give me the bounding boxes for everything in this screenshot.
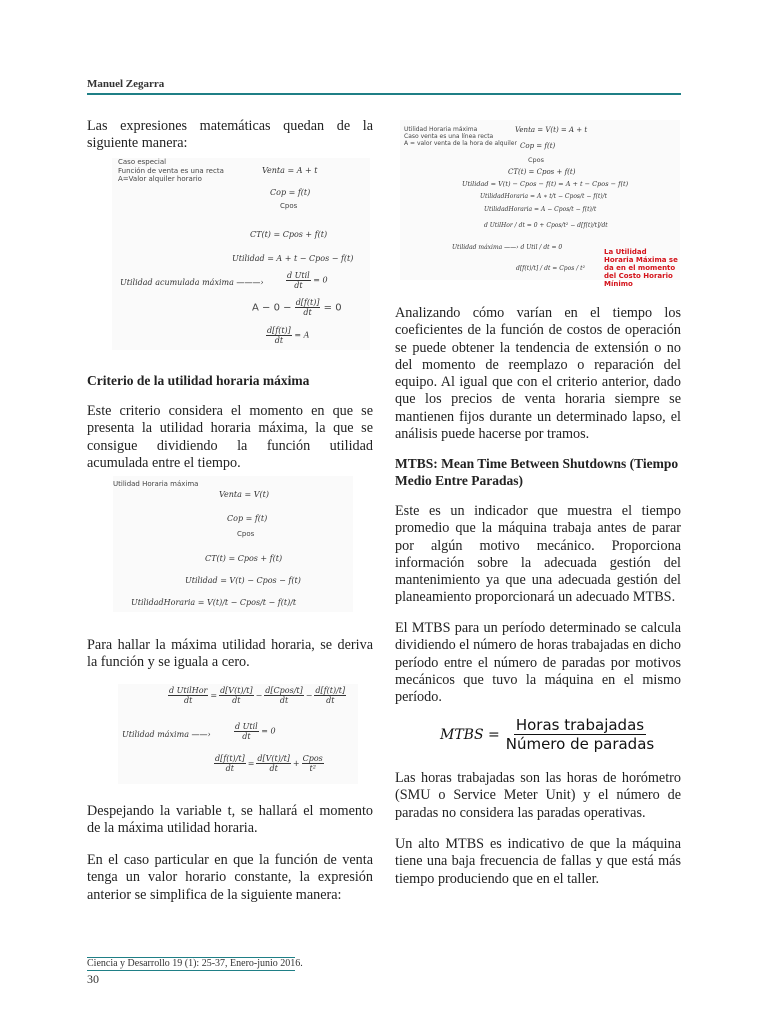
- eq1-umax-label: Utilidad acumulada máxima ———›: [120, 278, 264, 287]
- eq1-b-den: dt: [274, 336, 284, 345]
- paragraph-mtbs-calculo: El MTBS para un período determinado se calcula dividiendo el número de horas trabajadas en dicho período entre el número de paradas por motivos mecánicos que tuvo la máquina en el mismo período.: [395, 620, 681, 706]
- paragraph-despejando: Despejando la variable t, se hallará el momento de la máxima utilidad horaria.: [87, 803, 373, 837]
- eq2-utilidad-horaria: UtilidadHoraria = V(t)/t − Cpos/t − f(t)/t: [131, 598, 297, 607]
- eq1-b-num: d[f(t)]: [267, 326, 291, 335]
- eq3-r1-den: dt: [269, 764, 278, 773]
- equation-block-special-case: [112, 158, 370, 350]
- eq2-title: Utilidad Horaria máxima: [113, 480, 199, 488]
- header-rule: [87, 93, 681, 95]
- eq3-t2-num: d[Cpos/t]: [265, 686, 303, 695]
- eq4-d-lhs: d UtilHor / dt = 0 + Cpos/t² − d[f(t)/t]/dt: [484, 222, 608, 229]
- eq4-note: La Utilidad Horaria Máxima se da en el momento del Costo Horario Mínimo: [604, 248, 678, 288]
- eq2-venta: Venta = V(t): [219, 490, 269, 499]
- eq3-d-num: d UtilHor: [169, 686, 208, 695]
- eq3-r-eq: =: [247, 759, 255, 768]
- eq4-umax: Utilidad máxima ——› d Util / dt = 0: [452, 244, 563, 251]
- eq1-umax-rhs: = 0: [313, 275, 328, 285]
- paragraph-criterio: Este criterio considera el momento en que se presenta la utilidad horaria máxima, la que se consigue dividiendo la función utilidad acumulada entre el tiempo.: [87, 403, 373, 471]
- eq3-u-den: dt: [242, 732, 251, 741]
- eq1-a-lhs: A − 0 −: [252, 302, 292, 314]
- eq4-l1: Utilidad Horaria máxima: [404, 126, 478, 133]
- eq2-utilidad: Utilidad = V(t) − Cpos − f(t): [185, 576, 301, 585]
- eq4-utilidad: Utilidad = V(t) − Cpos − f(t) = A + t − Cpos − f(t): [462, 180, 629, 188]
- equation-block-utilidad-horaria: [113, 476, 353, 612]
- running-header-author: Manuel Zegarra: [87, 78, 165, 90]
- paragraph-mtbs-indicador: Este es un indicador que muestra el tiempo promedio que la máquina trabaja antes de parar por algún motivo mecánico. Proporciona información sobre la adecuada gestión del mantenimiento ya que una adecuada gestión del planeamiento proporcionará un adecuado MTBS.: [395, 503, 681, 606]
- section-heading-utilidad-horaria: Criterio de la utilidad horaria máxima: [87, 373, 310, 388]
- eq2-ct: CT(t) = Cpos + f(t): [205, 554, 283, 563]
- eq4-uh2: UtilidadHoraria = A − Cpos/t − f(t)/t: [484, 206, 597, 213]
- eq4-l2: Caso venta es una línea recta: [404, 133, 494, 140]
- eq1-valor: A=Valor alquiler horario: [118, 175, 202, 183]
- mtbs-lhs: MTBS =: [440, 726, 500, 743]
- eq3-r1-num: d[V(t)/t]: [257, 754, 290, 763]
- eq3-t2-den: dt: [279, 696, 289, 705]
- eq1-a-rhs: = 0: [323, 302, 342, 314]
- eq4-venta: Venta = V(t) = A + t: [515, 126, 588, 134]
- eq4-l3: A = valor venta de la hora de alquiler: [404, 140, 517, 147]
- eq3-umax-label: Utilidad máxima ——›: [122, 730, 211, 739]
- eq3-t1-den: dt: [232, 696, 241, 705]
- eq3-r-den: dt: [225, 764, 235, 773]
- eq1-umax-num: d Util: [287, 271, 310, 280]
- eq4-final: d[f(t)/t] / dt = Cpos / t²: [516, 265, 585, 272]
- eq1-umax-den: dt: [294, 281, 303, 290]
- eq1-venta: Venta = A + t: [262, 166, 318, 175]
- eq2-cpos: Cpos: [237, 530, 255, 538]
- equation-block-derivada: $\frac{\text{d UtilHor}}{dt}$ = $\frac{d[V(t)/t]}{dt}$ − $\frac{\text{d[Cpos/t]}}{dt}$ − $\frac{d[f(t)/t]}{dt}$ Utilidad máxima ——› $\frac{\text{d Util}}{dt}$ = 0 $\frac{d[f(t)/t]}{dt}$ = $\frac{d[V(t)/t]}{dt}$ + $\frac{\text{Cpos}}{\text{t²}}$: [118, 684, 358, 784]
- mtbs-formula: [440, 716, 654, 753]
- eq1-caso: Caso especial: [118, 158, 167, 166]
- eq3-d-den: dt: [184, 696, 193, 705]
- eq4-uh1: UtilidadHoraria = A ∗ t/t − Cpos/t − f(t)/t: [480, 193, 608, 200]
- eq1-ct: CT(t) = Cpos + f(t): [250, 230, 328, 239]
- eq1-b-rhs: = A: [294, 330, 310, 340]
- footer-citation: Ciencia y Desarrollo 19 (1): 25-37, Enero-junio 2016.: [87, 958, 303, 969]
- paragraph-horas-trabajadas: Las horas trabajadas son las horas de horómetro (SMU o Service Meter Unit) y el número de paradas no considera las paradas operativas.: [395, 770, 681, 821]
- eq3-r-num: d[f(t)/t]: [215, 754, 245, 763]
- eq1-cop: Cop = f(t): [270, 188, 311, 197]
- eq1-cpos: Cpos: [280, 202, 298, 210]
- eq4-cop: Cop = f(t): [520, 142, 556, 150]
- paragraph-derivada: Para hallar la máxima utilidad horaria, se deriva la función y se iguala a cero.: [87, 637, 373, 671]
- eq1-a-den: dt: [303, 308, 312, 317]
- eq3-r2-den: t²: [309, 764, 316, 773]
- eq3-r2-num: Cpos: [302, 754, 323, 763]
- eq3-t1-num: d[V(t)/t]: [220, 686, 253, 695]
- eq4-cpos: Cpos: [528, 156, 545, 164]
- mtbs-num: Horas trabajadas: [515, 716, 645, 734]
- eq1-utilidad: Utilidad = A + t − Cpos − f(t): [232, 254, 354, 263]
- eq2-cop: Cop = f(t): [227, 514, 268, 523]
- eq3-t3-den: dt: [326, 696, 335, 705]
- paragraph-intro: Las expresiones matemáticas quedan de la siguiente manera:: [87, 118, 373, 152]
- paragraph-alto-mtbs: Un alto MTBS es indicativo de que la máquina tiene una baja frecuencia de fallas y que está más tiempo produciendo que en el taller.: [395, 836, 681, 887]
- eq3-u-rhs: = 0: [261, 726, 276, 736]
- eq1-funcion: Función de venta es una recta: [118, 166, 224, 175]
- paragraph-caso-particular: En el caso particular en que la función de venta tenga un valor horario constante, la expresión anterior se simplifica de la siguiente manera:: [87, 852, 373, 903]
- page-number: 30: [87, 972, 99, 986]
- eq3-t3-num: d[f(t)/t]: [315, 686, 346, 695]
- eq1-a-num: d[f(t)]: [295, 298, 320, 307]
- eq3-u-num: d Util: [235, 722, 258, 731]
- section-heading-mtbs: MTBS: Mean Time Between Shutdowns (Tiempo Medio Entre Paradas): [395, 456, 679, 488]
- footer-rule-bottom: [87, 970, 295, 971]
- eq4-ct: CT(t) = Cpos + f(t): [508, 168, 576, 176]
- equation-block-recta: [400, 120, 680, 288]
- mtbs-den: Número de paradas: [505, 735, 655, 753]
- paragraph-analizando: Analizando cómo varían en el tiempo los coeficientes de la función de costos de operación se puede obtener la tendencia de extensión o no del momento de reemplazo o reparación del equipo. Al igual que con el criterio anterior, dado que los precios de venta horaria siempre se mantienen fijos durante un determinado lapso, el análisis puede hacerse por tramos.: [395, 305, 681, 443]
